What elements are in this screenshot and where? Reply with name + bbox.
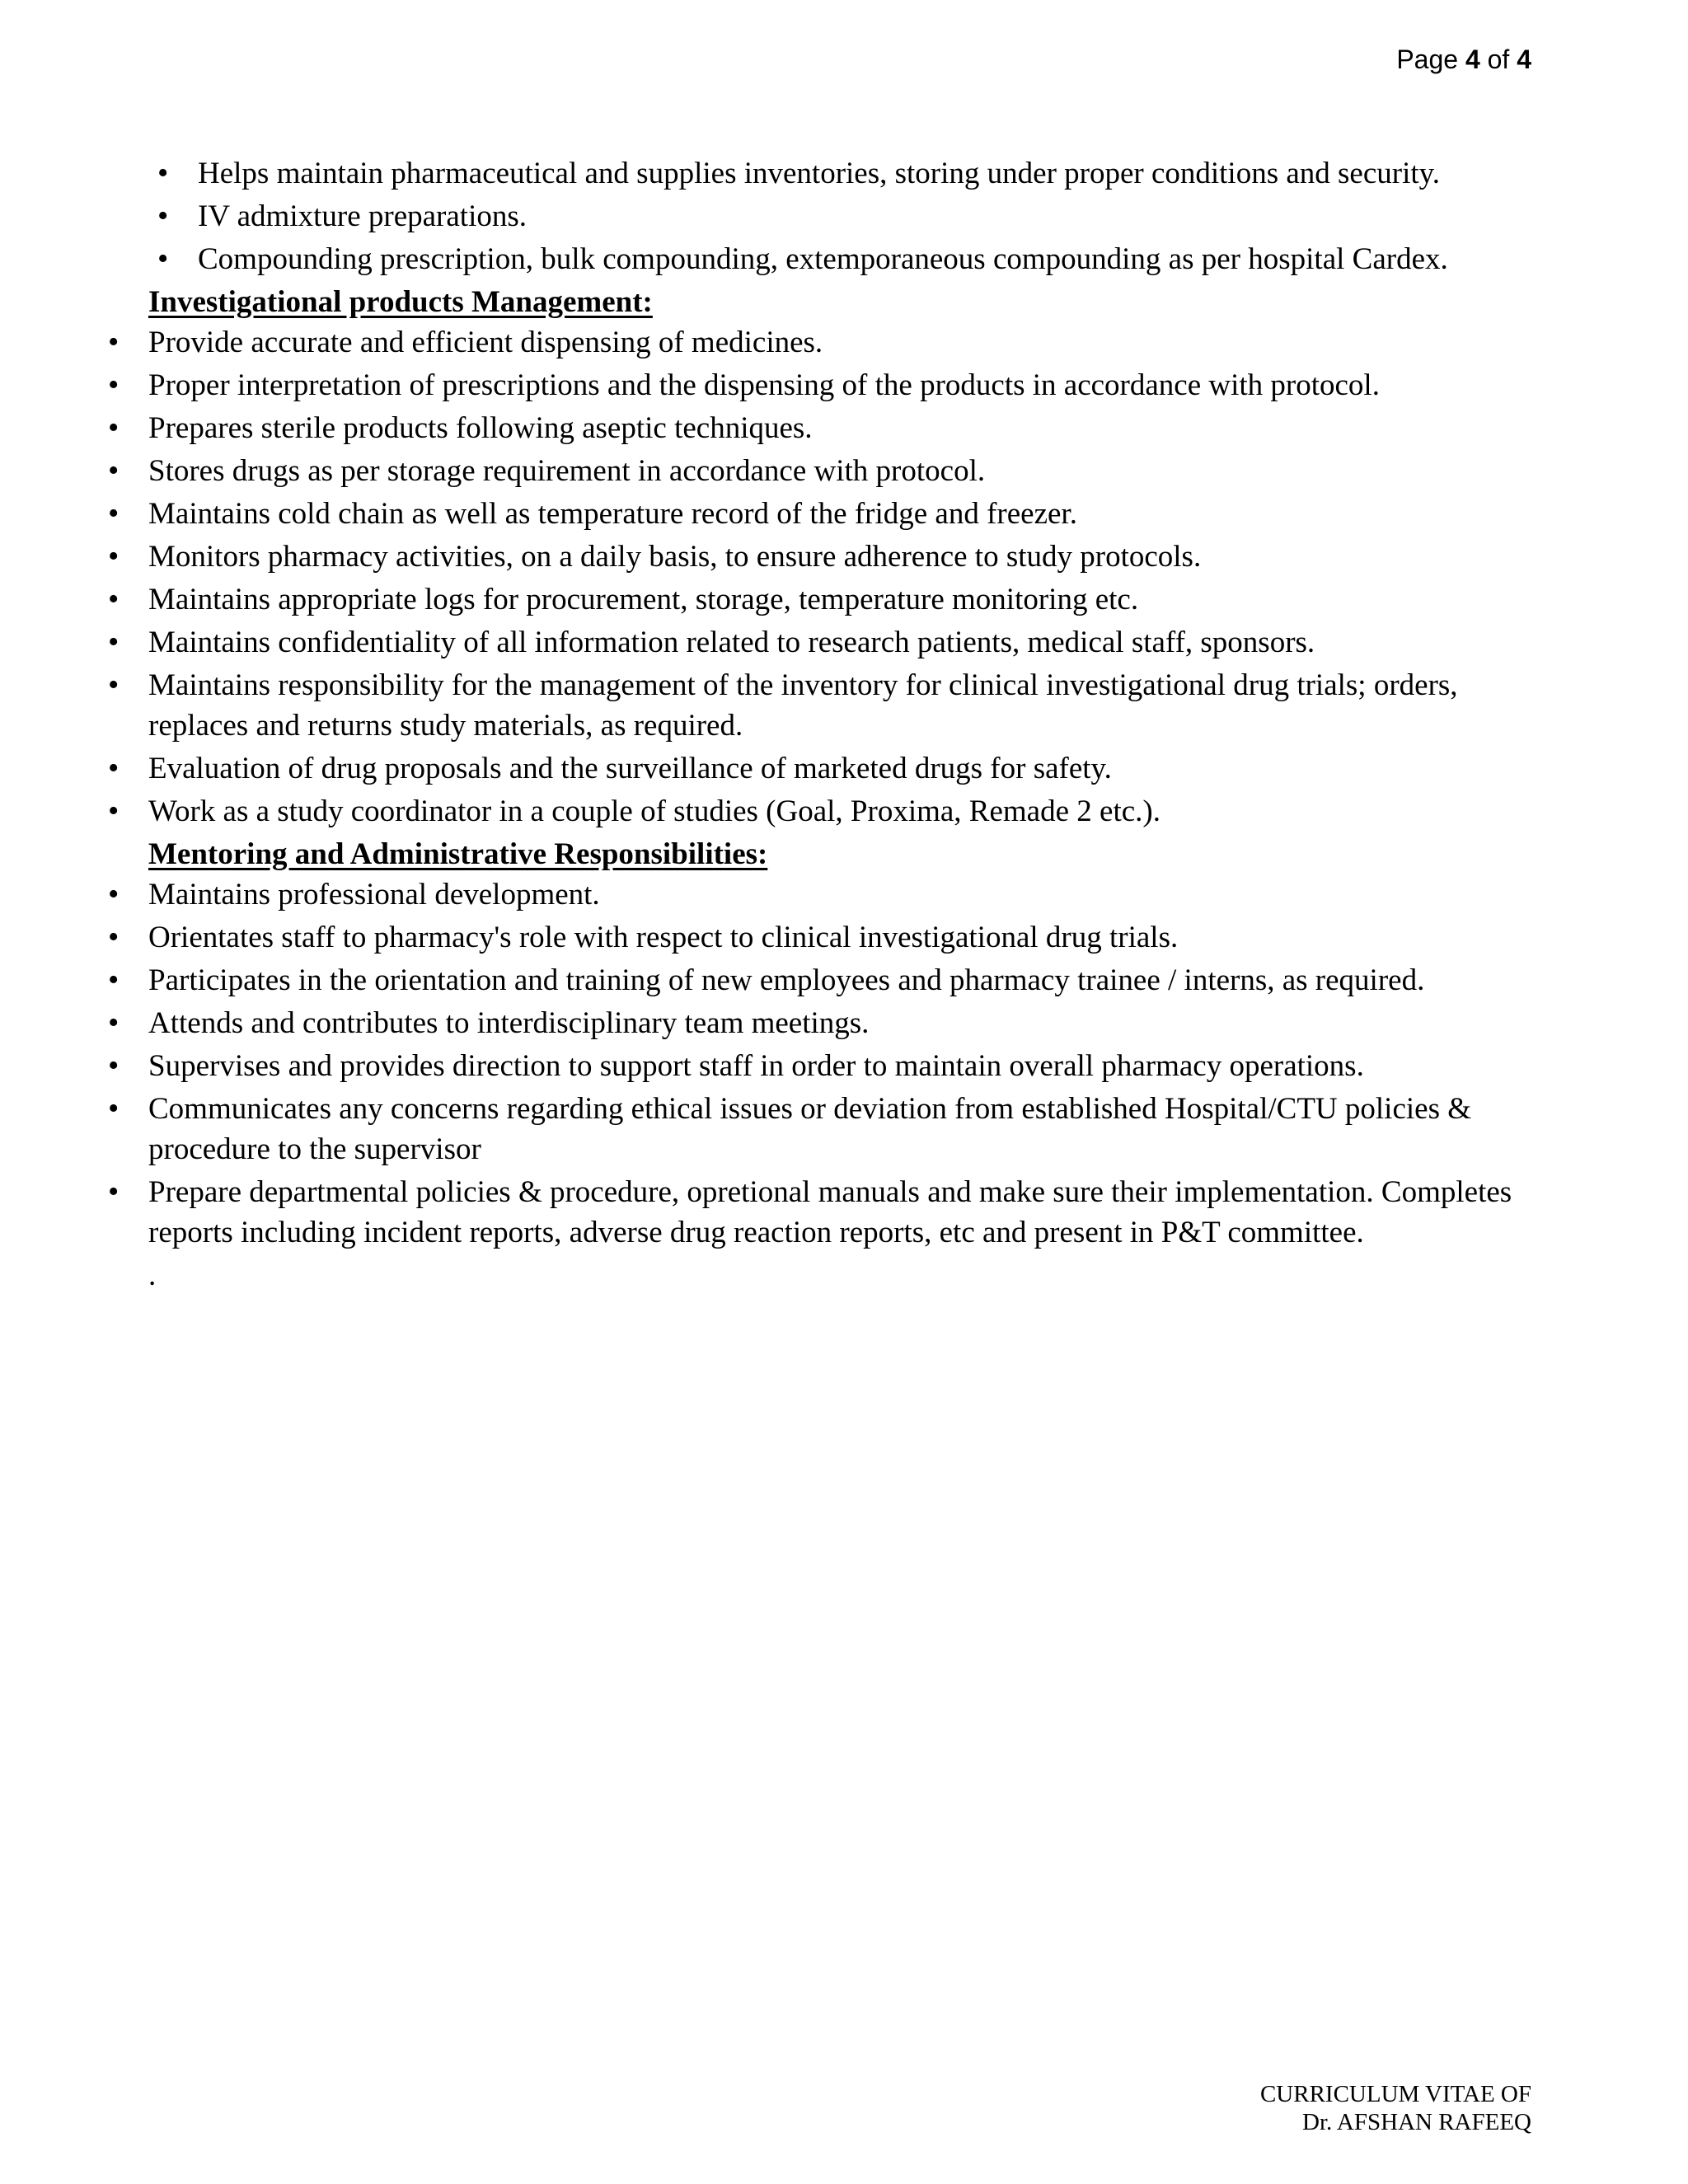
list-item bbox=[108, 322, 1550, 363]
list-item bbox=[157, 239, 1484, 279]
bullet-icon: • bbox=[108, 794, 120, 828]
list-item bbox=[108, 960, 1550, 1001]
bullet-icon: • bbox=[108, 1091, 120, 1126]
bullet-icon: • bbox=[108, 625, 120, 659]
list-item bbox=[157, 153, 1484, 194]
page-current: 4 bbox=[1465, 45, 1480, 74]
list-item-text: Monitors pharmacy activities, on a daily basis, to ensure adherence to study protocols. bbox=[148, 540, 1202, 574]
bullet-icon: • bbox=[108, 368, 120, 402]
mentoring-administrative-list bbox=[108, 874, 1550, 1253]
bullet-icon: • bbox=[157, 156, 169, 190]
bullet-icon: • bbox=[108, 410, 120, 445]
bullet-icon: • bbox=[108, 668, 120, 702]
list-item-text: Maintains appropriate logs for procurement, storage, temperature monitoring etc. bbox=[148, 583, 1139, 616]
list-item bbox=[108, 1046, 1550, 1086]
list-item-text: IV admixture preparations. bbox=[198, 199, 527, 233]
bullet-icon: • bbox=[108, 963, 120, 997]
bullet-icon: • bbox=[108, 920, 120, 954]
bullet-icon: • bbox=[108, 1174, 120, 1209]
list-item bbox=[108, 791, 1550, 832]
list-item bbox=[108, 451, 1550, 491]
list-item bbox=[108, 917, 1550, 958]
list-item-text: Proper interpretation of prescriptions and the dispensing of the products in accordance with protocol. bbox=[148, 368, 1380, 402]
list-item-text: Participates in the orientation and training of new employees and pharmacy trainee / interns, as required. bbox=[148, 963, 1425, 997]
list-item-text: Stores drugs as per storage requirement in accordance with protocol. bbox=[148, 454, 986, 488]
bullet-icon: • bbox=[108, 539, 120, 574]
document-body bbox=[0, 153, 1688, 1296]
list-item-text: Prepare departmental policies & procedure, opretional manuals and make sure their implementation. Completes reports including incident reports, adverse drug reaction reports, etc and present in P&T committee. bbox=[148, 1175, 1512, 1249]
bullet-icon: • bbox=[108, 325, 120, 359]
list-item bbox=[108, 874, 1550, 915]
list-item-text: Maintains confidentiality of all information related to research patients, medical staff, sponsors. bbox=[148, 626, 1315, 659]
list-item bbox=[108, 537, 1550, 577]
list-item bbox=[108, 365, 1550, 405]
list-item bbox=[108, 1172, 1550, 1253]
list-item-text: Provide accurate and efficient dispensing of medicines. bbox=[148, 326, 823, 359]
list-item bbox=[108, 748, 1550, 789]
list-item-text: Orientates staff to pharmacy's role with respect to clinical investigational drug trials. bbox=[148, 921, 1179, 954]
bullet-icon: • bbox=[108, 1048, 120, 1083]
list-item bbox=[108, 1089, 1550, 1169]
bullet-icon: • bbox=[108, 877, 120, 912]
page-prefix: Page bbox=[1396, 45, 1459, 74]
footer-cv-title: CURRICULUM VITAE OF bbox=[1259, 2081, 1531, 2107]
bullet-icon: • bbox=[157, 241, 169, 276]
investigational-products-list bbox=[108, 322, 1550, 832]
bullet-icon: • bbox=[157, 199, 169, 233]
list-item bbox=[108, 1003, 1550, 1043]
list-item bbox=[157, 196, 1484, 237]
list-item bbox=[108, 408, 1550, 448]
page-number bbox=[1396, 43, 1531, 76]
bullet-icon: • bbox=[108, 496, 120, 531]
list-item-text: Work as a study coordinator in a couple of studies (Goal, Proxima, Remade 2 etc.). bbox=[148, 794, 1160, 828]
list-item-text: Maintains responsibility for the management of the inventory for clinical investigational drug trials; orders, replaces and returns study materials, as required. bbox=[148, 668, 1458, 743]
top-bullet-list bbox=[157, 153, 1484, 279]
list-item bbox=[108, 665, 1550, 746]
footer bbox=[1260, 2080, 1531, 2136]
list-item bbox=[108, 494, 1550, 534]
list-item-text: Helps maintain pharmaceutical and supplies inventories, storing under proper conditions and security. bbox=[198, 157, 1441, 190]
page-total: 4 bbox=[1517, 45, 1531, 74]
list-item-text: Supervises and provides direction to support staff in order to maintain overall pharmacy operations. bbox=[148, 1049, 1364, 1083]
list-item-text: Evaluation of drug proposals and the surveillance of marketed drugs for safety. bbox=[148, 752, 1112, 785]
list-item-text: Maintains cold chain as well as temperature record of the fridge and freezer. bbox=[148, 497, 1077, 531]
bullet-icon: • bbox=[108, 582, 120, 616]
section-heading-investigational-products: Investigational products Management: bbox=[148, 285, 653, 319]
footer-author-name: Dr. AFSHAN RAFEEQ bbox=[1302, 2109, 1531, 2135]
list-item-text: Attends and contributes to interdisciplinary team meetings. bbox=[148, 1006, 870, 1040]
bullet-icon: • bbox=[108, 751, 120, 785]
list-item bbox=[108, 579, 1550, 620]
page-separator: of bbox=[1487, 45, 1510, 74]
bullet-icon: • bbox=[108, 1005, 120, 1040]
list-item bbox=[108, 622, 1550, 663]
trailing-dot: . bbox=[148, 1258, 157, 1292]
section-heading-mentoring-administrative: Mentoring and Administrative Responsibilities: bbox=[148, 837, 768, 871]
list-item-text: Compounding prescription, bulk compounding, extemporaneous compounding as per hospital Cardex. bbox=[198, 242, 1448, 276]
list-item-text: Maintains professional development. bbox=[148, 878, 600, 912]
bullet-icon: • bbox=[108, 453, 120, 488]
list-item-text: Prepares sterile products following aseptic techniques. bbox=[148, 411, 813, 445]
list-item-text: Communicates any concerns regarding ethical issues or deviation from established Hospital/CTU policies & procedure to the supervisor bbox=[148, 1092, 1472, 1166]
